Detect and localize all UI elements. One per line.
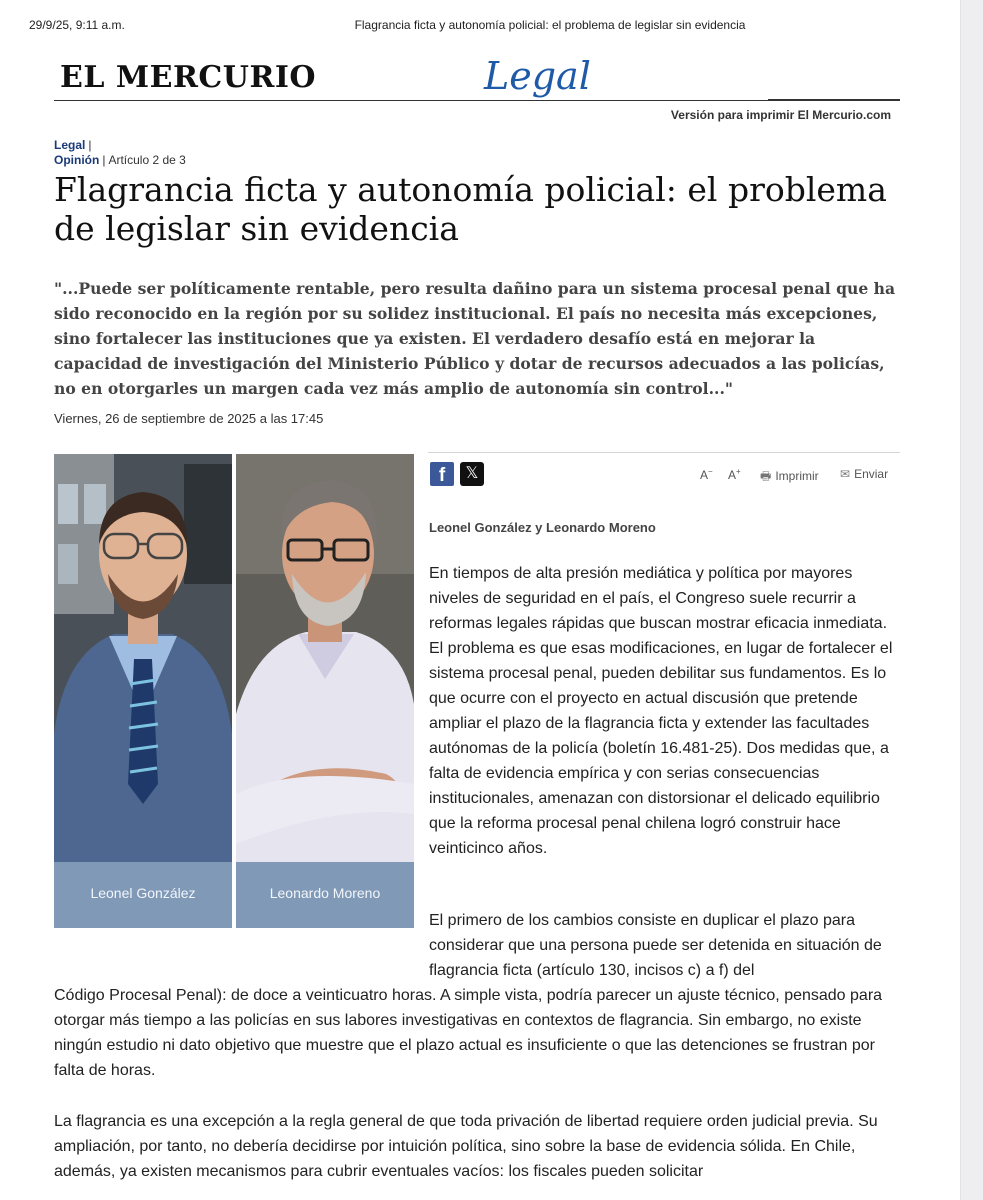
x-twitter-icon[interactable]: 𝕏 — [460, 462, 484, 486]
article-title: Flagrancia ficta y autonomía policial: el problema de legislar sin evidencia — [54, 170, 887, 248]
article-paragraph-1: En tiempos de alta presión mediática y política por mayores niveles de seguridad en el país, el Congreso suele recurrir a reformas legales rápidas que buscan mostrar eficacia inmediata. El problema es que esas modificaciones, en lugar de fortalecer el sistema procesal penal, pueden debilitar sus fundamentos. Es lo que ocurre con el proyecto en actual discusión que pretende ampliar el plazo de la flagrancia ficta y extender las facultades autónomas de la policía (boletín 16.481-25). Dos medidas que, a falta de evidencia empírica y con serias consecuencias institucionales, amenazan con distorsionar el delicado equilibrio que la reforma procesal penal chilena logró construir hace veinticinco años. — [429, 565, 893, 857]
print-datetime: 29/9/25, 9:11 a.m. — [29, 18, 125, 32]
printer-icon: 🖶 — [760, 469, 772, 483]
print-page-title: Flagrancia ficta y autonomía policial: el problema de legislar sin evidencia — [354, 18, 746, 32]
scrollbar[interactable] — [960, 0, 983, 1200]
article-paragraph-2-start: El primero de los cambios consiste en duplicar el plazo para considerar que una persona puede ser detenida en situación de flagrancia ficta (artículo 130, incisos c) a f) del — [429, 912, 882, 979]
breadcrumb-opinion-link[interactable]: Opinión — [54, 153, 100, 167]
author-photo-leonardo-moreno — [236, 454, 414, 928]
print-button[interactable]: 🖶 Imprimir — [760, 469, 819, 483]
envelope-icon: ✉ — [840, 467, 851, 481]
publication-date: Viernes, 26 de septiembre de 2025 a las 17:45 — [54, 411, 324, 426]
article-paragraph-3: La flagrancia es una excepción a la regla general de que toda privación de libertad requiere orden judicial previa. Su ampliación, por tanto, no debería decidirse por intuición política, sino sobre la base de evidencia sólida. En Chile, además, ya existen mecanismos para cubrir eventuales vacíos: los fiscales pueden solicitar — [54, 1113, 878, 1180]
photo-caption-leonel: Leonel González — [54, 862, 232, 928]
article-authors: Leonel González y Leonardo Moreno — [429, 520, 656, 535]
article-lead-quote: "...Puede ser políticamente rentable, pero resulta dañino para un sistema procesal penal que ha sido reconocido en la región por su solidez institucional. El país no necesita más excepciones, sino fortalecer las instituciones que ya existen. El verdadero desafío está en mejorar la capacidad de investigación del Ministerio Público y dotar de recursos adecuados a las policías, no en otorgarles un margen cada vez más amplio de autonomía sin control..." — [54, 279, 896, 398]
print-version-label: Versión para imprimir El Mercurio.com — [670, 108, 891, 122]
breadcrumb-legal-link[interactable]: Legal — [54, 138, 86, 152]
breadcrumb: Legal | Opinión | Artículo 2 de 3 — [54, 138, 186, 167]
toolbar-divider — [428, 452, 900, 453]
send-button[interactable]: ✉ Enviar — [840, 467, 889, 481]
facebook-icon[interactable]: f — [430, 462, 454, 486]
font-increase-button[interactable]: A+ — [728, 467, 741, 482]
author-portrait-1 — [54, 454, 232, 862]
author-photo-leonel-gonzalez — [54, 454, 232, 928]
el-mercurio-logo[interactable]: EL MERCURIO — [60, 60, 317, 95]
article-paragraph-2-end: Código Procesal Penal): de doce a veinticuatro horas. A simple vista, podría parecer un ajuste técnico, pensado para otorgar más tiempo a las policías en sus labores investigativas en contextos de flagrancia. Sin embargo, no existe ningún estudio ni dato objetivo que muestre que el plazo actual es insuficiente o que las detenciones se frustran por falta de horas. — [54, 987, 883, 1079]
legal-section-logo[interactable]: Legal — [484, 54, 591, 98]
photo-caption-leonardo: Leonardo Moreno — [236, 862, 414, 928]
font-decrease-button[interactable]: A− — [700, 467, 713, 482]
article-position: Artículo 2 de 3 — [108, 153, 186, 167]
author-portrait-2 — [236, 454, 414, 862]
masthead-divider-accent — [768, 99, 900, 101]
